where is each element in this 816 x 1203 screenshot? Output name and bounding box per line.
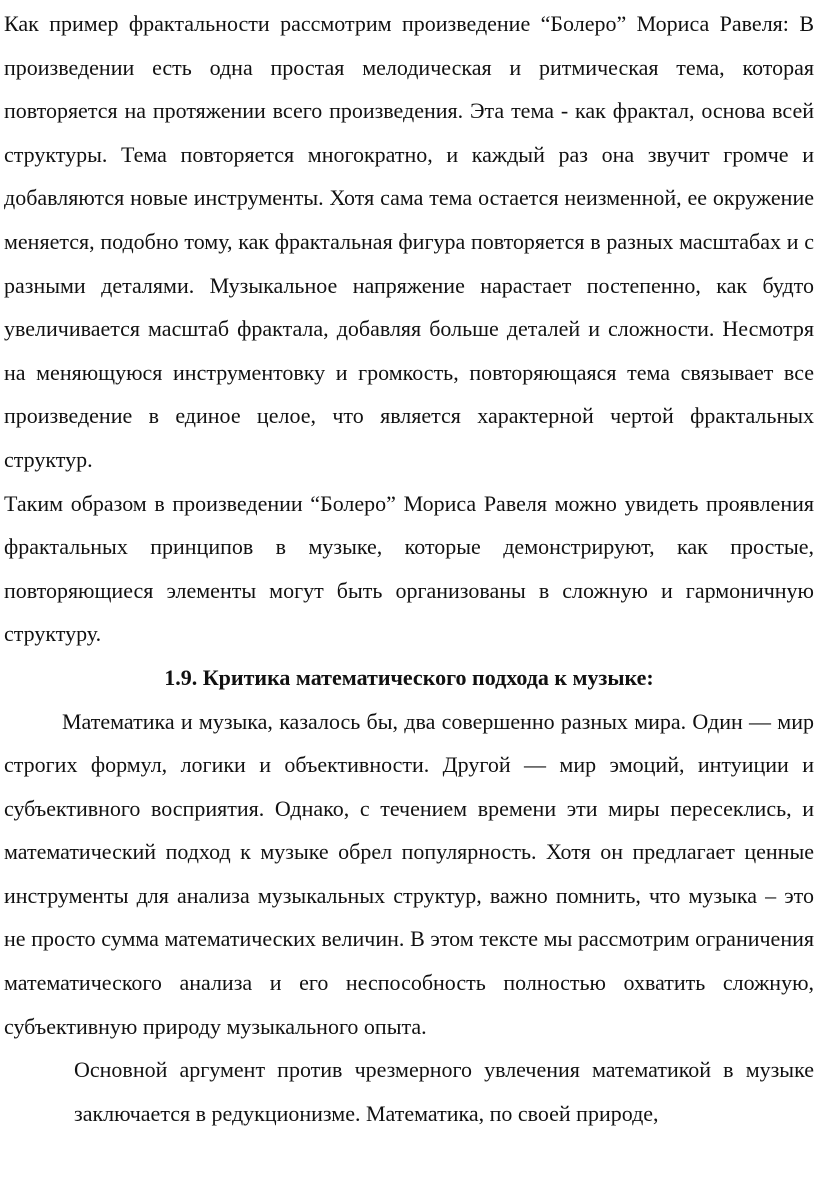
paragraph-math-music: Математика и музыка, казалось бы, два совершенно разных мира. Один — мир строгих формул, логики и объективности. Другой — мир эмоций, интуиции и субъективного восприятия. Однако, с течением времени эти миры пересеклись, и математический подход к музыке обрел популярность. Хотя он предлагает ценные инструменты для анализа музыкальных структур, важно помнить, что музыка – это не просто сумма математических величин. В этом тексте мы рассмотрим ограничения математического анализа и его неспособность полностью охватить сложную, субъективную природу музыкального опыта.	[4, 708, 814, 1039]
paragraph-bolero-conclusion: Таким образом в произведении “Болеро” Мориса Равеля можно увидеть проявления фрактальных принципов в музыке, которые демонстрируют, как простые, повторяющиеся элементы могут быть организованы в сложную и гармоничную структуру.	[4, 490, 814, 647]
section-heading: 1.9. Критика математического подхода к музыке:	[164, 664, 654, 690]
paragraph-bolero-fractal: Как пример фрактальности рассмотрим произведение “Болеро” Мориса Равеля: В произведении есть одна простая мелодическая и ритмическая тема, которая повторяется на протяжении всего произведения. Эта тема - как фрактал, основа всей структуры. Тема повторяется многократно, и каждый раз она звучит громче и добавляются новые инструменты. Хотя сама тема остается неизменной, ее окружение меняется, подобно тому, как фрактальная фигура повторяется в разных масштабах и с разными деталями. Музыкальное напряжение нарастает постепенно, как будто увеличивается масштаб фрактала, добавляя больше деталей и сложности. Несмотря на меняющуюся инструментовку и громкость, повторяющаяся тема связывает все произведение в единое целое, что является характерной чертой фрактальных структур.	[4, 11, 814, 472]
paragraph-reductionism: Основной аргумент против чрезмерного увлечения математикой в музыке заключается в редукционизме. Математика, по своей природе,	[74, 1057, 814, 1126]
